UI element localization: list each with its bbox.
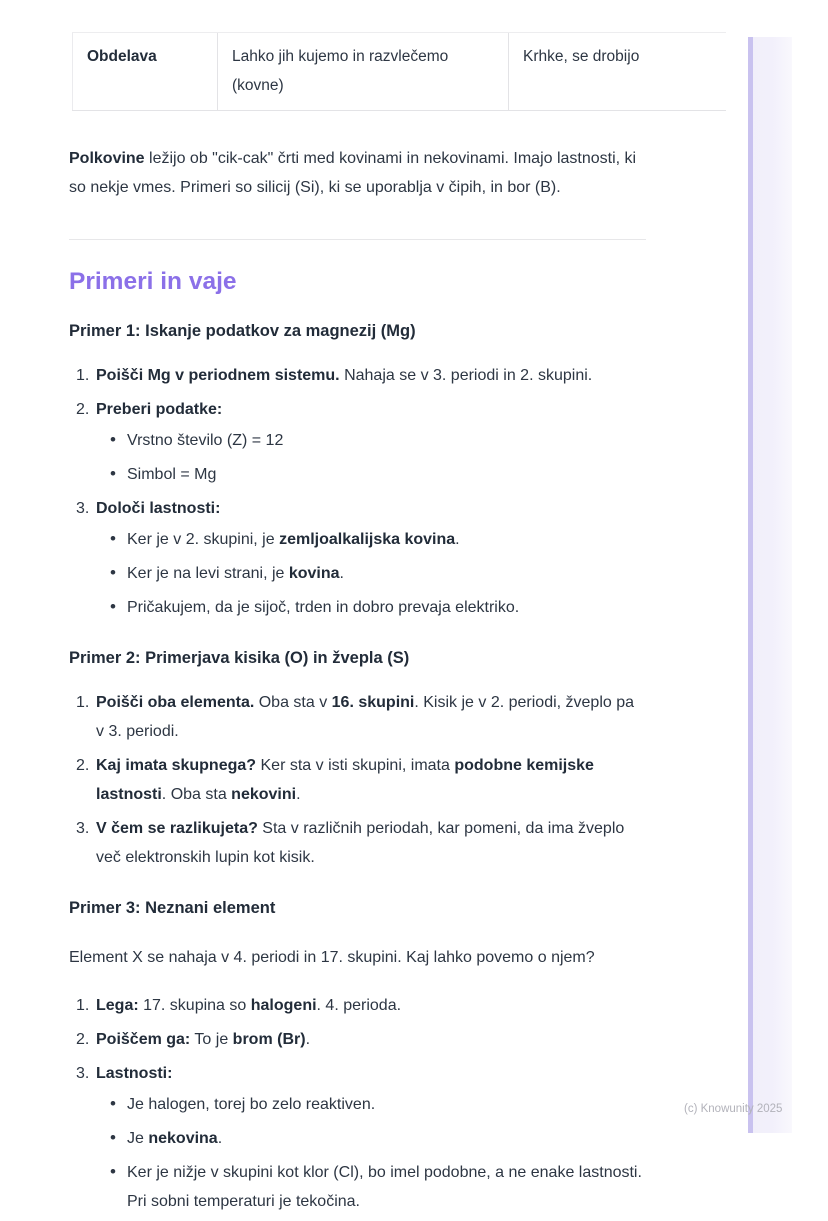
nested-bullet-list xyxy=(96,1090,646,1216)
list-item-text: V čem se razlikujeta? Sta v različnih periodah, kar pomeni, da ima žveplo več elektronskih lupin kot kisik. xyxy=(96,820,625,866)
bullet-item: • Ker je nižje v skupini kot klor (Cl), bo imel podobne, a ne enake lastnosti. Pri sobni temperaturi je tekočina. xyxy=(127,1158,646,1216)
document-content xyxy=(69,0,646,1221)
section-title: Primeri in vaje xyxy=(69,268,237,295)
list-item xyxy=(96,688,646,746)
primer3-intro: Element X se nahaja v 4. periodi in 17. skupini. Kaj lahko povemo o njem? xyxy=(69,949,595,966)
list-item xyxy=(96,991,646,1020)
page-margin-strip-line xyxy=(748,37,753,1133)
bullet-item: • Ker je na levi strani, je kovina. xyxy=(127,559,646,588)
table-cell-nonmetals: Krhke, se drobijo xyxy=(509,33,727,111)
page-margin-strip xyxy=(748,37,792,1133)
list-item-text: Poišči Mg v periodnem sistemu. Nahaja se v 3. periodi in 2. skupini. xyxy=(96,367,593,384)
list-item-text: Preberi podatke: xyxy=(96,401,223,418)
list-item xyxy=(96,1025,646,1054)
list-item-text: Določi lastnosti: xyxy=(96,500,221,517)
primer3-list xyxy=(69,991,646,1216)
primer1-heading: Primer 1: Iskanje podatkov za magnezij (Mg) xyxy=(69,322,416,340)
bullet-item: • Simbol = Mg xyxy=(127,460,646,489)
properties-table xyxy=(72,32,726,111)
list-item xyxy=(96,395,646,489)
list-item xyxy=(96,814,646,872)
list-item xyxy=(96,751,646,809)
table-cell-property: Obdelava xyxy=(73,33,218,111)
list-item xyxy=(96,1059,646,1216)
list-item-text: Lega: 17. skupina so halogeni. 4. perioda. xyxy=(96,997,402,1014)
section-divider xyxy=(69,239,646,240)
bullet-item: • Vrstno število (Z) = 12 xyxy=(127,426,646,455)
bullet-item: • Je halogen, torej bo zelo reaktiven. xyxy=(127,1090,646,1119)
bullet-item: • Pričakujem, da je sijoč, trden in dobro prevaja elektriko. xyxy=(127,593,646,622)
primer2-list xyxy=(69,688,646,872)
polkovine-paragraph: Polkovine ležijo ob "cik-cak" črti med kovinami in nekovinami. Imajo lastnosti, ki so nekje vmes. Primeri so silicij (Si), ki se uporablja v čipih, in bor (B). xyxy=(69,150,637,196)
copyright-footer: (c) Knowunity 2025 xyxy=(684,1103,783,1115)
list-item xyxy=(96,361,646,390)
table-cell-metals: Lahko jih kujemo in razvlečemo (kovne) xyxy=(218,33,509,111)
nested-bullet-list xyxy=(96,525,646,622)
list-item-text: Poiščem ga: To je brom (Br). xyxy=(96,1031,311,1048)
list-item xyxy=(96,494,646,622)
table-row xyxy=(73,33,727,111)
bullet-item: • Je nekovina. xyxy=(127,1124,646,1153)
nested-bullet-list xyxy=(96,426,646,489)
primer3-heading: Primer 3: Neznani element xyxy=(69,899,276,917)
primer1-list xyxy=(69,361,646,622)
primer2-heading: Primer 2: Primerjava kisika (O) in žvepla (S) xyxy=(69,649,410,667)
bullet-item: • Ker je v 2. skupini, je zemljoalkalijska kovina. xyxy=(127,525,646,554)
list-item-text: Poišči oba elementa. Oba sta v 16. skupini. Kisik je v 2. periodi, žveplo pa v 3. periodi. xyxy=(96,694,635,740)
list-item-text: Kaj imata skupnega? Ker sta v isti skupini, imata podobne kemijske lastnosti. Oba sta nekovini. xyxy=(96,757,594,803)
list-item-text: Lastnosti: xyxy=(96,1065,173,1082)
